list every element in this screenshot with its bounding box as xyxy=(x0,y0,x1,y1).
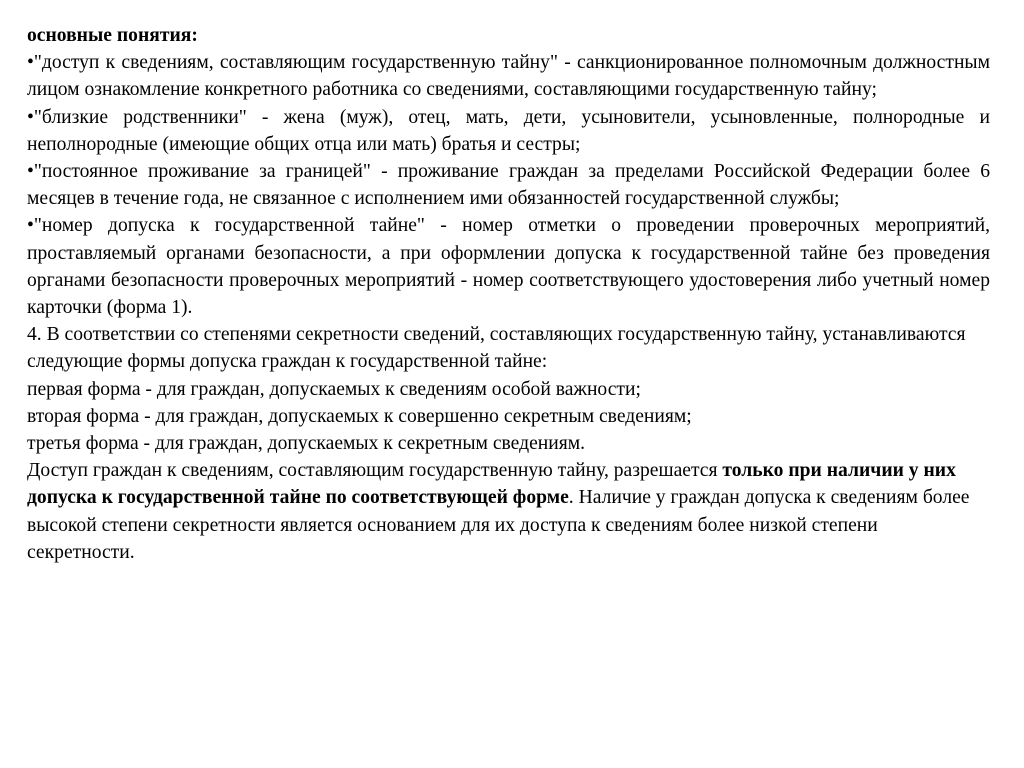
form-item: первая форма - для граждан, допускаемых к сведениям особой важности; xyxy=(27,378,641,400)
slide-content xyxy=(27,22,990,566)
bullet-text: "доступ к сведениям, составляющим государственную тайну" - санкционированное полномочным должностным лицом ознакомление конкретного работника со сведениями, составляющими государственную тайну; xyxy=(27,52,990,101)
bullet-char: • xyxy=(27,106,34,128)
heading: основные понятия: xyxy=(27,25,198,46)
bullet-text: "постоянное проживание за границей" - проживание граждан за пределами Российской Федерации более 6 месяцев в течение года, не связанное с исполнением ими обязанностей государственной службы; xyxy=(27,161,990,210)
bullet-text: "номер допуска к государственной тайне" - номер отметки о проведении проверочных мероприятий, проставляемый органами безопасности, а при оформлении допуска к государственной тайне без проведения органами безопасности проверочных мероприятий - номер соответствующего удостоверения либо учетный номер карточки (форма 1). xyxy=(27,215,990,319)
bullet-item xyxy=(27,158,990,212)
section-4-intro: 4. В соответствии со степенями секретности сведений, составляющих государственную тайну, устанавливаются следующие формы допуска граждан к государственной тайне: xyxy=(27,324,966,373)
bullet-text: "близкие родственники" - жена (муж), отец, мать, дети, усыновители, усыновленные, полнородные и неполнородные (имеющие общих отца или мать) братья и сестры; xyxy=(27,106,990,155)
form-item: третья форма - для граждан, допускаемых к секретным сведениям. xyxy=(27,433,586,455)
bullet-item xyxy=(27,212,990,321)
form-item: вторая форма - для граждан, допускаемых к совершенно секретным сведениям; xyxy=(27,405,692,427)
bullet-char: • xyxy=(27,215,34,237)
access-paragraph xyxy=(27,457,990,566)
access-text-bold: только при наличии у них допуска к государственной тайне по соответствующей форме xyxy=(27,460,956,509)
access-text-after: . Наличие у граждан допуска к сведениям более высокой степени секретности является основанием для их доступа к сведениям более низкой степени секретности. xyxy=(27,487,970,563)
bullet-item xyxy=(27,104,990,158)
bullet-char: • xyxy=(27,52,34,74)
bullet-item xyxy=(27,49,990,103)
access-text-before: Доступ граждан к сведениям, составляющим государственную тайну, разрешается xyxy=(27,460,723,482)
bullet-char: • xyxy=(27,161,34,183)
